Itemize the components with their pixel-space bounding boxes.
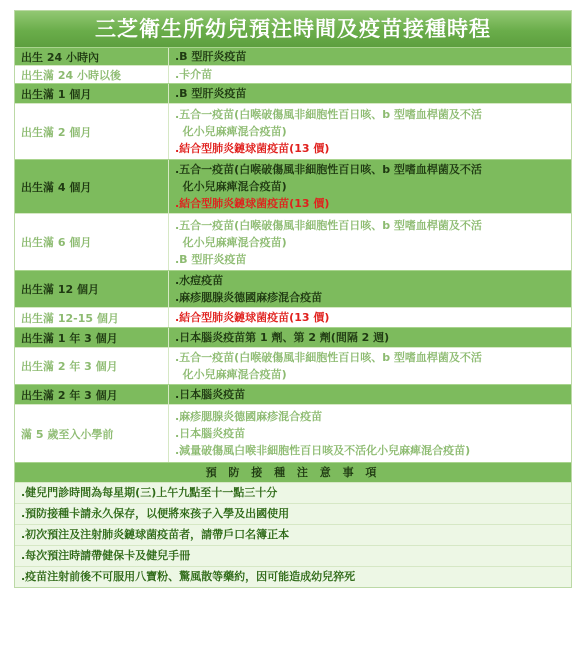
vaccine-line: .五合一疫苗(白喉破傷風非細胞性百日咳、b 型嗜血桿菌及不活: [175, 218, 482, 232]
vaccine-line: .B 型肝炎疫苗: [175, 50, 247, 63]
table-row: [15, 270, 571, 307]
vaccine-cell: [169, 405, 571, 462]
age-cell: 出生滿 12-15 個月: [15, 308, 169, 327]
notice-item: .每次預注時請帶健保卡及健兒手冊: [15, 545, 571, 566]
age-cell: 出生 24 小時內: [15, 48, 169, 65]
age-cell: 出生滿 1 年 3 個月: [15, 328, 169, 347]
age-cell: 出生滿 4 個月: [15, 160, 169, 213]
schedule-table: [15, 47, 571, 462]
table-row: [15, 347, 571, 384]
notice-heading: 預 防 接 種 注 意 事 項: [15, 462, 571, 482]
vaccine-line: 化小兒麻痺混合疫苗): [175, 235, 287, 249]
vaccine-cell: [169, 66, 571, 83]
page-title: 三芝衛生所幼兒預注時間及疫苗接種時程: [15, 11, 571, 47]
vaccine-line: .結合型肺炎鏈球菌疫苗(13 價): [175, 142, 330, 155]
vaccine-cell: [169, 308, 571, 327]
vaccine-line: .五合一疫苗(白喉破傷風非細胞性百日咳、b 型嗜血桿菌及不活: [175, 108, 482, 121]
vaccine-cell: [169, 84, 571, 103]
table-row: [15, 47, 571, 65]
vaccine-line: .麻疹腮腺炎德國麻疹混合疫苗: [175, 291, 323, 304]
vaccine-line: 化小兒麻痺混合疫苗): [175, 368, 287, 381]
table-row: [15, 103, 571, 159]
table-row: [15, 307, 571, 327]
age-cell: 出生滿 2 年 3 個月: [15, 348, 169, 384]
table-row: [15, 213, 571, 270]
vaccine-line: .水痘疫苗: [175, 274, 224, 287]
vaccine-line: 化小兒麻痺混合疫苗): [175, 180, 287, 193]
vaccine-line: .B 型肝炎疫苗: [175, 87, 247, 100]
vaccine-line: .減量破傷風白喉非細胞性百日咳及不活化小兒麻痺混合疫苗): [175, 444, 471, 457]
vaccine-line: .麻疹腮腺炎德國麻疹混合疫苗: [175, 410, 323, 423]
vaccine-cell: [169, 48, 571, 65]
notice-item: .初次預注及注射肺炎鏈球菌疫苗者，請帶戶口名簿正本: [15, 524, 571, 545]
vaccine-line: .結合型肺炎鏈球菌疫苗(13 價): [175, 197, 330, 210]
age-cell: 滿 5 歲至入小學前: [15, 405, 169, 462]
vaccine-cell: [169, 271, 571, 307]
vaccine-cell: [169, 328, 571, 347]
vaccine-schedule-sheet: [14, 10, 572, 588]
vaccine-cell: [169, 160, 571, 213]
table-row: [15, 65, 571, 83]
vaccine-line: .五合一疫苗(白喉破傷風非細胞性百日咳、b 型嗜血桿菌及不活: [175, 163, 482, 176]
age-cell: 出生滿 6 個月: [15, 214, 169, 270]
vaccine-line: .日本腦炎疫苗第 1 劑、第 2 劑(間隔 2 週): [175, 331, 390, 344]
vaccine-line: .結合型肺炎鏈球菌疫苗(13 價): [175, 311, 330, 324]
notice-item: .疫苗注射前後不可服用八寶粉、驚風散等藥約，因可能造成幼兒猝死: [15, 566, 571, 587]
vaccine-line: .五合一疫苗(白喉破傷風非細胞性百日咳、b 型嗜血桿菌及不活: [175, 351, 482, 364]
table-row: [15, 327, 571, 347]
vaccine-line: .B 型肝炎疫苗: [175, 252, 247, 266]
age-cell: 出生滿 12 個月: [15, 271, 169, 307]
age-cell: 出生滿 1 個月: [15, 84, 169, 103]
vaccine-cell: [169, 214, 571, 270]
vaccine-line: .日本腦炎疫苗: [175, 427, 246, 440]
table-row: [15, 159, 571, 213]
vaccine-cell: [169, 104, 571, 159]
notice-list: [15, 482, 571, 587]
vaccine-line: .日本腦炎疫苗: [175, 388, 246, 401]
table-row: [15, 404, 571, 462]
age-cell: 出生滿 2 年 3 個月: [15, 385, 169, 404]
vaccine-cell: [169, 348, 571, 384]
vaccine-cell: [169, 385, 571, 404]
age-cell: 出生滿 2 個月: [15, 104, 169, 159]
table-row: [15, 83, 571, 103]
age-cell: 出生滿 24 小時以後: [15, 66, 169, 83]
table-row: [15, 384, 571, 404]
vaccine-line: 化小兒麻痺混合疫苗): [175, 125, 287, 138]
vaccine-line: .卡介苗: [175, 68, 213, 81]
notice-item: .健兒門診時間為每星期(三)上午九點至十一點三十分: [15, 482, 571, 503]
notice-item: .預防接種卡請永久保存，以便將來孩子入學及出國使用: [15, 503, 571, 524]
